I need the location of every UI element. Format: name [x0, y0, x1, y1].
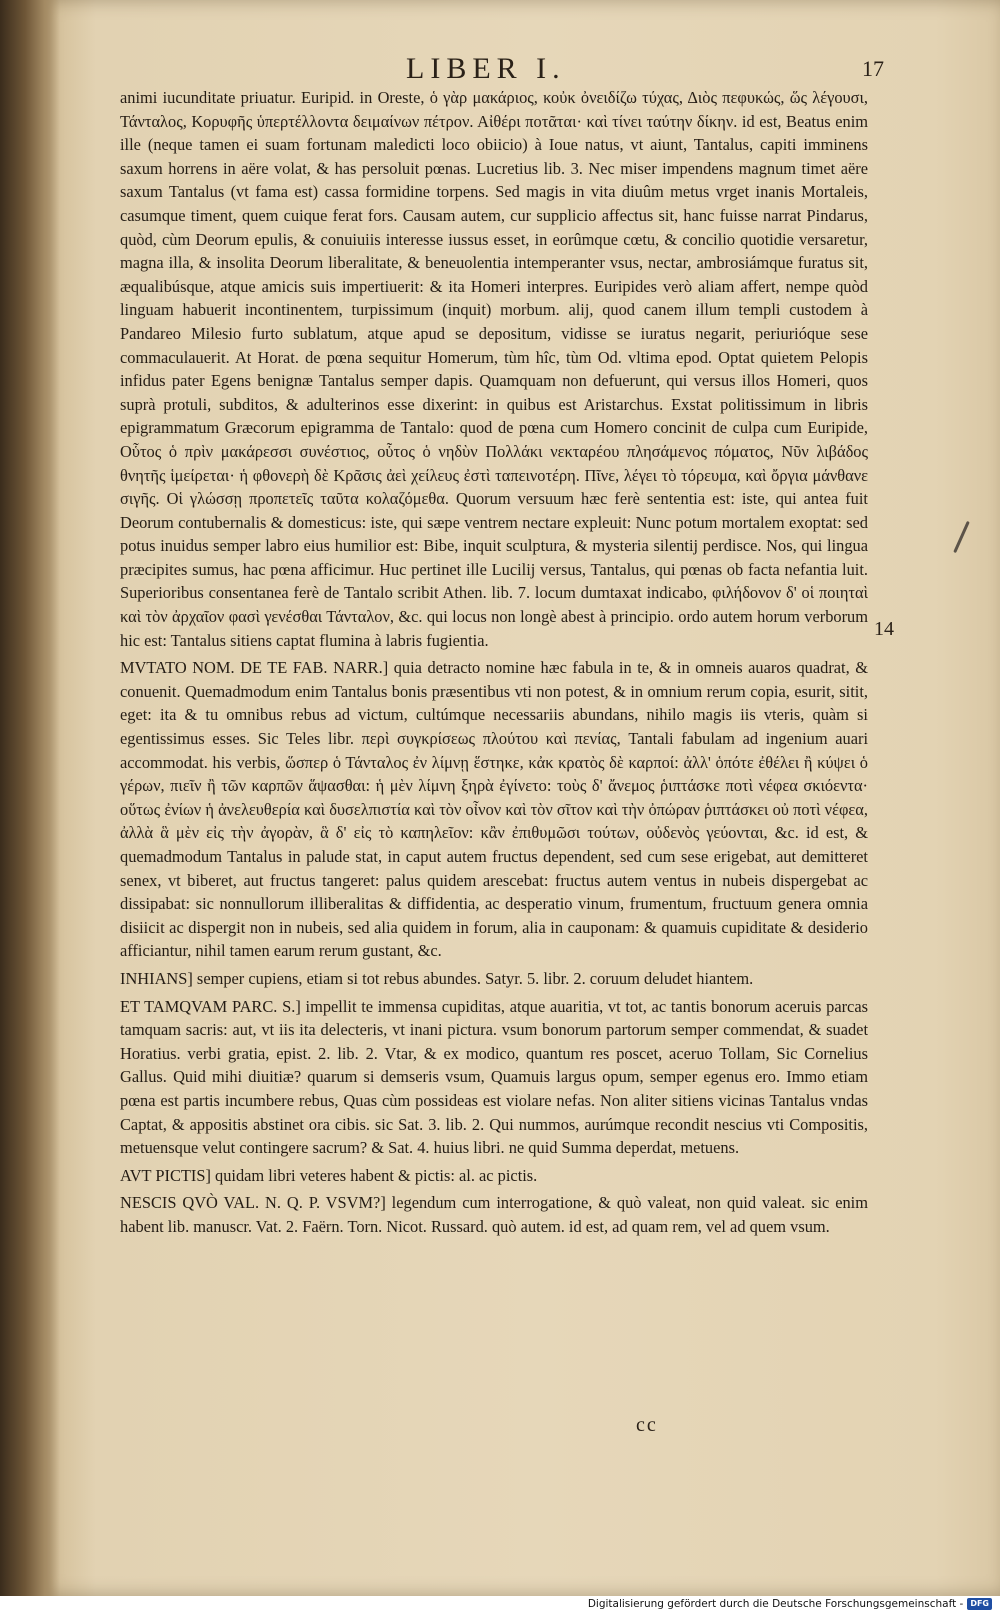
running-head: LIBER I. [406, 52, 566, 85]
digitization-credit [588, 1597, 992, 1611]
paragraph-euripides-tantalus: animi iucunditate priuatur. Euripid. in Oreste, ὁ γὰρ μακάριος, κοὐκ ὀνειδίζω τύχας, Διὸς πεφυκώς, ὥς λέγουσι, Τάνταλος, Κορυφῆς ὑπερτέλλοντα δειμαίνων πέτρον. Αἰθέρι ποτᾶται· καὶ τίνει ταύτην δίκην. id est, Beatus enim ille (neque tamen ei suam fortunam maledicti loco obiicio) à Ioue natus, vt aiunt, Tantalus, capiti imminens saxum horrens in aëre volat, & has persoluit pœnas. Lucretius lib. 3. Nec miser impendens magnum timet aëre saxum Tantalus (vt fama est) cassa formidine torpens. Sed magis in vita diuûm metus vrget inanis Mortaleis, casumque timent, quem cuique ferat fors. Causam autem, cur supplicio affectus sit, hanc fuisse narrat Pindarus, quòd, cùm Deorum epulis, & conuiuiis interesse iussus esset, in eorûmque cœtu, & concilio quotidie versaretur, magna illa, & insolita Deorum liberalitate, & beneuolentia intemperanter vsus, nectar, ambrosiámque furatus sit, æqualibúsque, atque amicis suis impertiuerit: & ita Homeri interpres. Euripides verò aliam affert, nempe quòd linguam habuerit incontinentem, turpissimum (inquit) morbum. alij, quod canem illum templi custodem à Pandareo Milesio furto sublatum, atque apud se depositum, vidisse se iuratus negarit, periurióque sese commaculauerit. At Horat. de pœna sequitur Homerum, tùm hîc, tùm Od. vltima epod. Optat quietem Pelopis infidus pater Egens benignæ Tantalus semper dapis. Quamquam non defuerunt, qui versus illos Homeri, quos suprà protuli, subditos, & adulterinos esse dixerint: in quibus est Aristarchus. Exstat politissimum in libris epigrammatum Græcorum epigramma de Tantalo: quod de pœna cum Homero concinit de culpa cum Euripide, Οὗτος ὁ πρὶν μακάρεσσι συνέστιος, οὗτος ὁ νηδὺν Πολλάκι νεκταρέου πλησάμενος πόματος, Νῦν λιβάδος θνητῆς ἱμείρεται· ἡ φθονερὴ δὲ Κρᾶσις ἀεὶ χείλευς ἐστὶ ταπεινοτέρη. Πῖνε, λέγει τὸ τόρευμα, καὶ ὄργια μάνθανε σιγῆς. Οἱ γλώσσῃ προπετεῖς ταῦτα κολαζόμεθα. Quorum versuum hæc ferè sententia est: iste, qui antea fuit Deorum contubernalis & domesticus: iste, qui sæpe ventrem nectare expleuit: Nunc potum mortalem exoptat: sed potus inuidus semper labro eius humilior est: Bibe, inquit sculptura, & mysteria silentij perdisce. Nos, qui lingua præcipites sumus, hac pœna afficimur. Huc pertinet ille Lucilij versus, Tantalus, qui pœnas ob facta nefantia luit. Superioribus consentanea ferè de Tantalo scribit Athen. lib. 7. locum dumtaxat indicabo, φιλήδονον δ' οἱ ποιηταὶ καὶ τὸν ἀρχαῖον φασὶ γενέσθαι Τάνταλον, &c. qui locus non longè abest à principio. ordo autem horum verborum hic est: Tantalus sitiens captat flumina à labris fugientia. [120, 88, 868, 650]
book-page [36, 0, 1000, 1596]
signature-mark: cc [636, 1414, 658, 1436]
paragraph-nescis-quo: NESCIS QVÒ VAL. N. Q. P. VSVM?] legendum cum interrogatione, & quò valeat, non quid valeat. sic enim habent lib. manuscr. Vat. 2. Faërn. Torn. Nicot. Russard. quò autem. id est, ad quam rem, vel ad quem vsum. [120, 1193, 868, 1236]
page-number: 17 [862, 56, 884, 81]
pencil-mark [953, 521, 970, 553]
paragraph-mutato-nom: MVTATO NOM. DE TE FAB. NARR.] quia detracto nomine hæc fabula in te, & in omneis auaros quadrat, & conuenit. Quemadmodum enim Tantalus bonis præsentibus vti non potest, & in omnium rerum copia, esurit, sitit, eget: ita & tu omnibus rebus ad victum, cultúmque necessariis abundans, nihilo magis iis vteris, quàm si egentissimus esses. Sic Teles libr. περὶ συγκρίσεως πλούτου καὶ πενίας, Tantali fabulam ad ingenium auari accommodat. his verbis, ὥσπερ ὁ Τάνταλος ἐν λίμνῃ ἕστηκε, κἀκ κρατὸς δὲ καρποί: ἀλλ' ὁπότε ἐθέλει ἢ κύψει ὁ γέρων, πιεῖν ἢ τῶν καρπῶν ἅψασθαι: ἡ μὲν λίμνη ξηρὰ ἐγίνετο: τοὺς δ' ἄνεμος ῥιπτάσκε ποτὶ νέφεα σκιόεντα· οὕτως ἐνίων ἡ ἀνελευθερία καὶ δυσελπιστία καὶ τὸν οἶνον καὶ τὸν σῖτον καὶ τὴν ὀπώραν ῥιπτάσκει οὐ ποτὶ νέφεα, ἀλλὰ ἃ μὲν εἰς τὴν ἀγορὰν, ἃ δ' εἰς τὸ καπηλεῖον: κἂν ἐπιθυμῶσι τούτων, οὐδενὸς γεύονται, &c. id est, & quemadmodum Tantalus in palude stat, in caput autem fructus dependent, sed cum sese erigebat, aut demitteret senex, vt biberet, aut fructus tangeret: palus quidem arescebat: fructus autem ventus in nubeis dispergebat ac dissipabat: sic nonnullorum illiberalitas & diffidentia, ac desperatio vinum, frumentum, fructuum genera omnia disiicit ac dispergit non in nubeis, sed alia quidem in forum, alia in cauponam: & quamuis cupiditate & desiderio afficiantur, nihil tamen earum rerum gustant, &c. [120, 658, 868, 961]
paragraph-inhians: INHIANS] semper cupiens, etiam si tot rebus abundes. Satyr. 5. libr. 2. coruum deludet hiantem. [120, 968, 754, 988]
dfg-logo-icon: DFG [967, 1598, 992, 1610]
margin-note-number: 14 [874, 618, 894, 640]
credit-text: Digitalisierung gefördert durch die Deutsche Forschungsgemeinschaft - [587, 1598, 964, 1610]
paragraph-aut-pictis: AVT PICTIS] quidam libri veteres habent & pictis: al. ac pictis. [120, 1165, 538, 1185]
commentary-text [120, 86, 868, 1239]
book-gutter [0, 0, 60, 1611]
paragraph-tamquam-parc: ET TAMQVAM PARC. S.] impellit te immensa cupiditas, atque auaritia, vt tot, ac tantis bonorum aceruis parcas tamquam sacris: aut, vt iis ita delecteris, vt inani pictura. vsum bonorum partorum semper commendat, & suadet Horatius. verbi gratia, epist. 2. lib. 2. Vtar, & ex modico, quantum res poscet, aceruo Tollam, Sic Cornelius Gallus. Quid mihi diuitiæ? quarum si demseris vsum, Quamuis largus opum, semper egenus ero. Immo etiam pœna est partis incumbere rebus, Quas cùm possideas est violare nefas. Non aliter sitiens vicinas Tantalus vndas Captat, & appositis abstinet ora cibis. sic Sat. 3. lib. 2. Qui nummos, aurúmque recondit nescius vti Compositis, metuensque velut contingere sacrum? & Sat. 4. huius libri. ne quid Summa deperdat, metuens. [120, 996, 868, 1158]
